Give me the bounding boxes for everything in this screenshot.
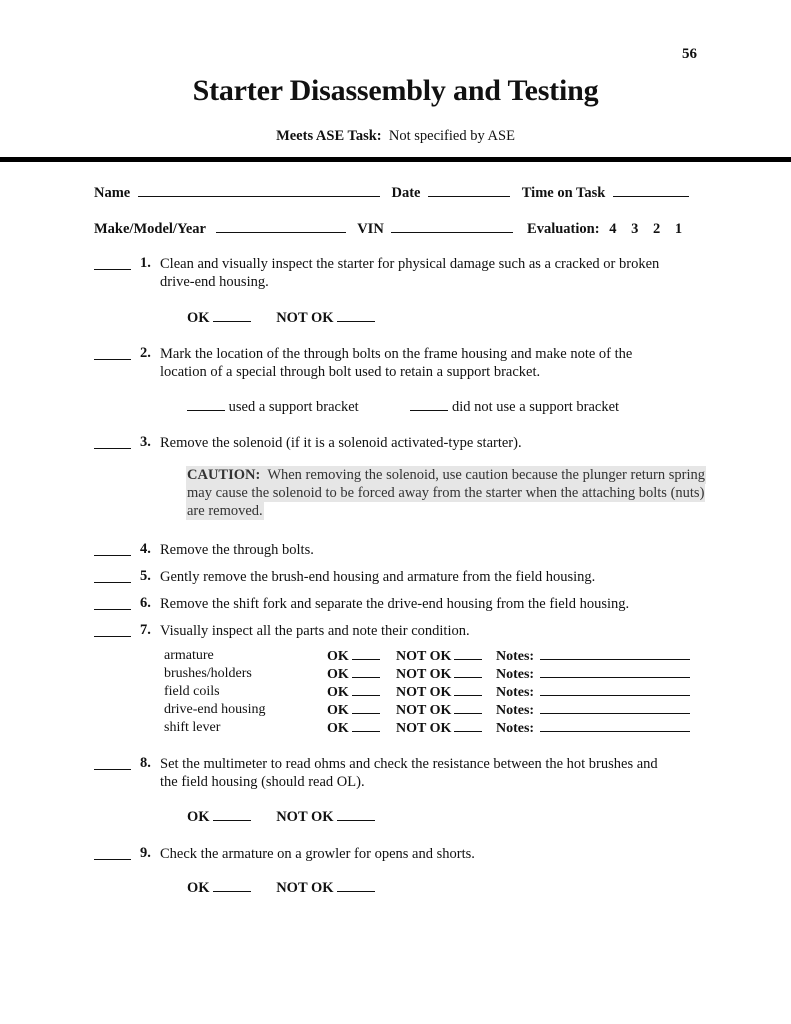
- part-name: brushes/holders: [164, 666, 252, 681]
- part-name: armature: [164, 648, 214, 663]
- part-not-ok-blank[interactable]: [454, 665, 482, 678]
- caution-note: [186, 466, 706, 520]
- header-divider: [0, 157, 791, 162]
- notes-label: Notes:: [496, 703, 535, 718]
- not-ok-label: NOT OK: [396, 649, 452, 664]
- part-ok-blank[interactable]: [352, 665, 380, 678]
- no-support-bracket-blank[interactable]: [410, 398, 448, 411]
- ase-task: [0, 128, 791, 145]
- part-ok-blank[interactable]: [352, 701, 380, 714]
- part-ok-blank[interactable]: [352, 683, 380, 696]
- part-not-ok-blank[interactable]: [454, 719, 482, 732]
- step-3-number: 3.: [140, 434, 151, 450]
- notes-label: Notes:: [496, 685, 535, 700]
- step-2-number: 2.: [140, 345, 151, 361]
- part-notes-field[interactable]: [540, 701, 690, 714]
- vin-field[interactable]: [391, 218, 513, 233]
- caution-text: When removing the solenoid, use caution because the plunger return spring may cause the solenoid to be forced away from the starter when the attaching bolts (nuts) are removed.: [187, 467, 706, 519]
- step-1-text: [160, 255, 659, 291]
- step-7-text: Visually inspect all the parts and note their condition.: [160, 623, 470, 639]
- ok-label: OK: [187, 809, 210, 825]
- part-ok-blank[interactable]: [352, 719, 380, 732]
- step-4-number: 4.: [140, 541, 151, 557]
- ok-label: OK: [327, 649, 349, 664]
- ase-task-value: Not specified by ASE: [388, 128, 515, 144]
- evaluation-score-1[interactable]: 1: [674, 221, 683, 237]
- ok-label: OK: [187, 310, 210, 326]
- step-8-checkbox-line[interactable]: [94, 768, 131, 770]
- caution-label: CAUTION:: [187, 467, 261, 483]
- step-4-checkbox-line[interactable]: [94, 554, 131, 556]
- step-3-checkbox-line[interactable]: [94, 447, 131, 449]
- not-ok-label: NOT OK: [396, 685, 452, 700]
- page-number: 56: [682, 46, 697, 62]
- evaluation-score-2[interactable]: 2: [652, 221, 661, 237]
- used-support-bracket-label: used a support bracket: [228, 399, 359, 415]
- ok-label: OK: [327, 721, 349, 736]
- part-not-ok-blank[interactable]: [454, 701, 482, 714]
- not-ok-label: NOT OK: [396, 721, 452, 736]
- header-row-2: [94, 218, 682, 238]
- time-on-task-field[interactable]: [613, 182, 689, 197]
- step-8-ok-blank[interactable]: [213, 808, 251, 821]
- step-8-result: [187, 808, 375, 826]
- used-support-bracket-blank[interactable]: [187, 398, 225, 411]
- page-title: Starter Disassembly and Testing: [192, 74, 599, 107]
- notes-label: Notes:: [496, 721, 535, 736]
- date-label: Date: [391, 185, 421, 201]
- step-8-line-1: Set the multimeter to read ohms and check the resistance between the hot brushes and: [160, 756, 658, 772]
- part-notes-field[interactable]: [540, 683, 690, 696]
- step-1-result: [187, 309, 375, 327]
- not-ok-label: NOT OK: [396, 667, 452, 682]
- step-2-line-2: location of a special through bolt used to retain a support bracket.: [160, 364, 541, 380]
- step-5-number: 5.: [140, 568, 151, 584]
- step-8-text: [160, 755, 658, 791]
- step-6-checkbox-line[interactable]: [94, 608, 131, 610]
- part-name: field coils: [164, 684, 220, 699]
- step-6-text: Remove the shift fork and separate the drive-end housing from the field housing.: [160, 596, 630, 612]
- header-row-1: [94, 182, 689, 202]
- not-ok-label: NOT OK: [396, 703, 452, 718]
- step-8-number: 8.: [140, 755, 151, 771]
- step-2-line-1: Mark the location of the through bolts on the frame housing and make note of the: [160, 346, 633, 362]
- part-notes-field[interactable]: [540, 665, 690, 678]
- not-ok-label: NOT OK: [276, 310, 334, 326]
- step-9-ok-blank[interactable]: [213, 879, 251, 892]
- step-8-not-ok-blank[interactable]: [337, 808, 375, 821]
- not-ok-label: NOT OK: [276, 880, 334, 896]
- notes-label: Notes:: [496, 667, 535, 682]
- step-1-ok-blank[interactable]: [213, 309, 251, 322]
- part-notes-field[interactable]: [540, 647, 690, 660]
- ok-label: OK: [187, 880, 210, 896]
- vin-label: VIN: [357, 221, 384, 237]
- part-ok-blank[interactable]: [352, 647, 380, 660]
- no-support-bracket-label: did not use a support bracket: [451, 399, 620, 415]
- step-1-number: 1.: [140, 255, 151, 271]
- step-9-text: Check the armature on a growler for opens and shorts.: [160, 846, 475, 862]
- not-ok-label: NOT OK: [276, 809, 334, 825]
- step-9-result: [187, 879, 375, 897]
- step-1-not-ok-blank[interactable]: [337, 309, 375, 322]
- part-name: drive-end housing: [164, 702, 266, 717]
- notes-label: Notes:: [496, 649, 535, 664]
- step-7-number: 7.: [140, 622, 151, 638]
- step-1-line-1: Clean and visually inspect the starter for physical damage such as a cracked or broken: [160, 256, 660, 272]
- step-1-line-2: drive-end housing.: [160, 274, 269, 290]
- ok-label: OK: [327, 703, 349, 718]
- make-model-year-field[interactable]: [216, 218, 346, 233]
- step-2-checkbox-line[interactable]: [94, 358, 131, 360]
- step-9-checkbox-line[interactable]: [94, 858, 131, 860]
- part-name: shift lever: [164, 720, 221, 735]
- evaluation-score-3[interactable]: 3: [631, 221, 639, 237]
- time-on-task-label: Time on Task: [521, 185, 606, 201]
- evaluation-label: Evaluation:: [527, 221, 600, 237]
- step-9-number: 9.: [140, 845, 151, 861]
- step-6-number: 6.: [140, 595, 151, 611]
- step-7-checkbox-line[interactable]: [94, 635, 131, 637]
- step-4-text: Remove the through bolts.: [160, 542, 314, 558]
- step-1-checkbox-line[interactable]: [94, 268, 131, 270]
- name-label: Name: [94, 185, 131, 201]
- step-8-line-2: the field housing (should read OL).: [160, 774, 365, 790]
- step-5-text: Gently remove the brush-end housing and armature from the field housing.: [160, 569, 596, 585]
- part-notes-field[interactable]: [540, 719, 690, 732]
- name-field[interactable]: [138, 182, 380, 197]
- step-5-checkbox-line[interactable]: [94, 581, 131, 583]
- part-not-ok-blank[interactable]: [454, 683, 482, 696]
- ok-label: OK: [327, 667, 349, 682]
- step-3-text: Remove the solenoid (if it is a solenoid activated-type starter).: [160, 435, 522, 451]
- ase-task-label: Meets ASE Task:: [276, 128, 382, 144]
- ok-label: OK: [327, 685, 349, 700]
- evaluation-score-4[interactable]: 4: [609, 221, 617, 237]
- date-field[interactable]: [428, 182, 510, 197]
- step-2-text: [160, 345, 632, 381]
- make-model-year-label: Make/Model/Year: [94, 221, 206, 237]
- step-2-options: [187, 398, 619, 416]
- step-9-not-ok-blank[interactable]: [337, 879, 375, 892]
- part-not-ok-blank[interactable]: [454, 647, 482, 660]
